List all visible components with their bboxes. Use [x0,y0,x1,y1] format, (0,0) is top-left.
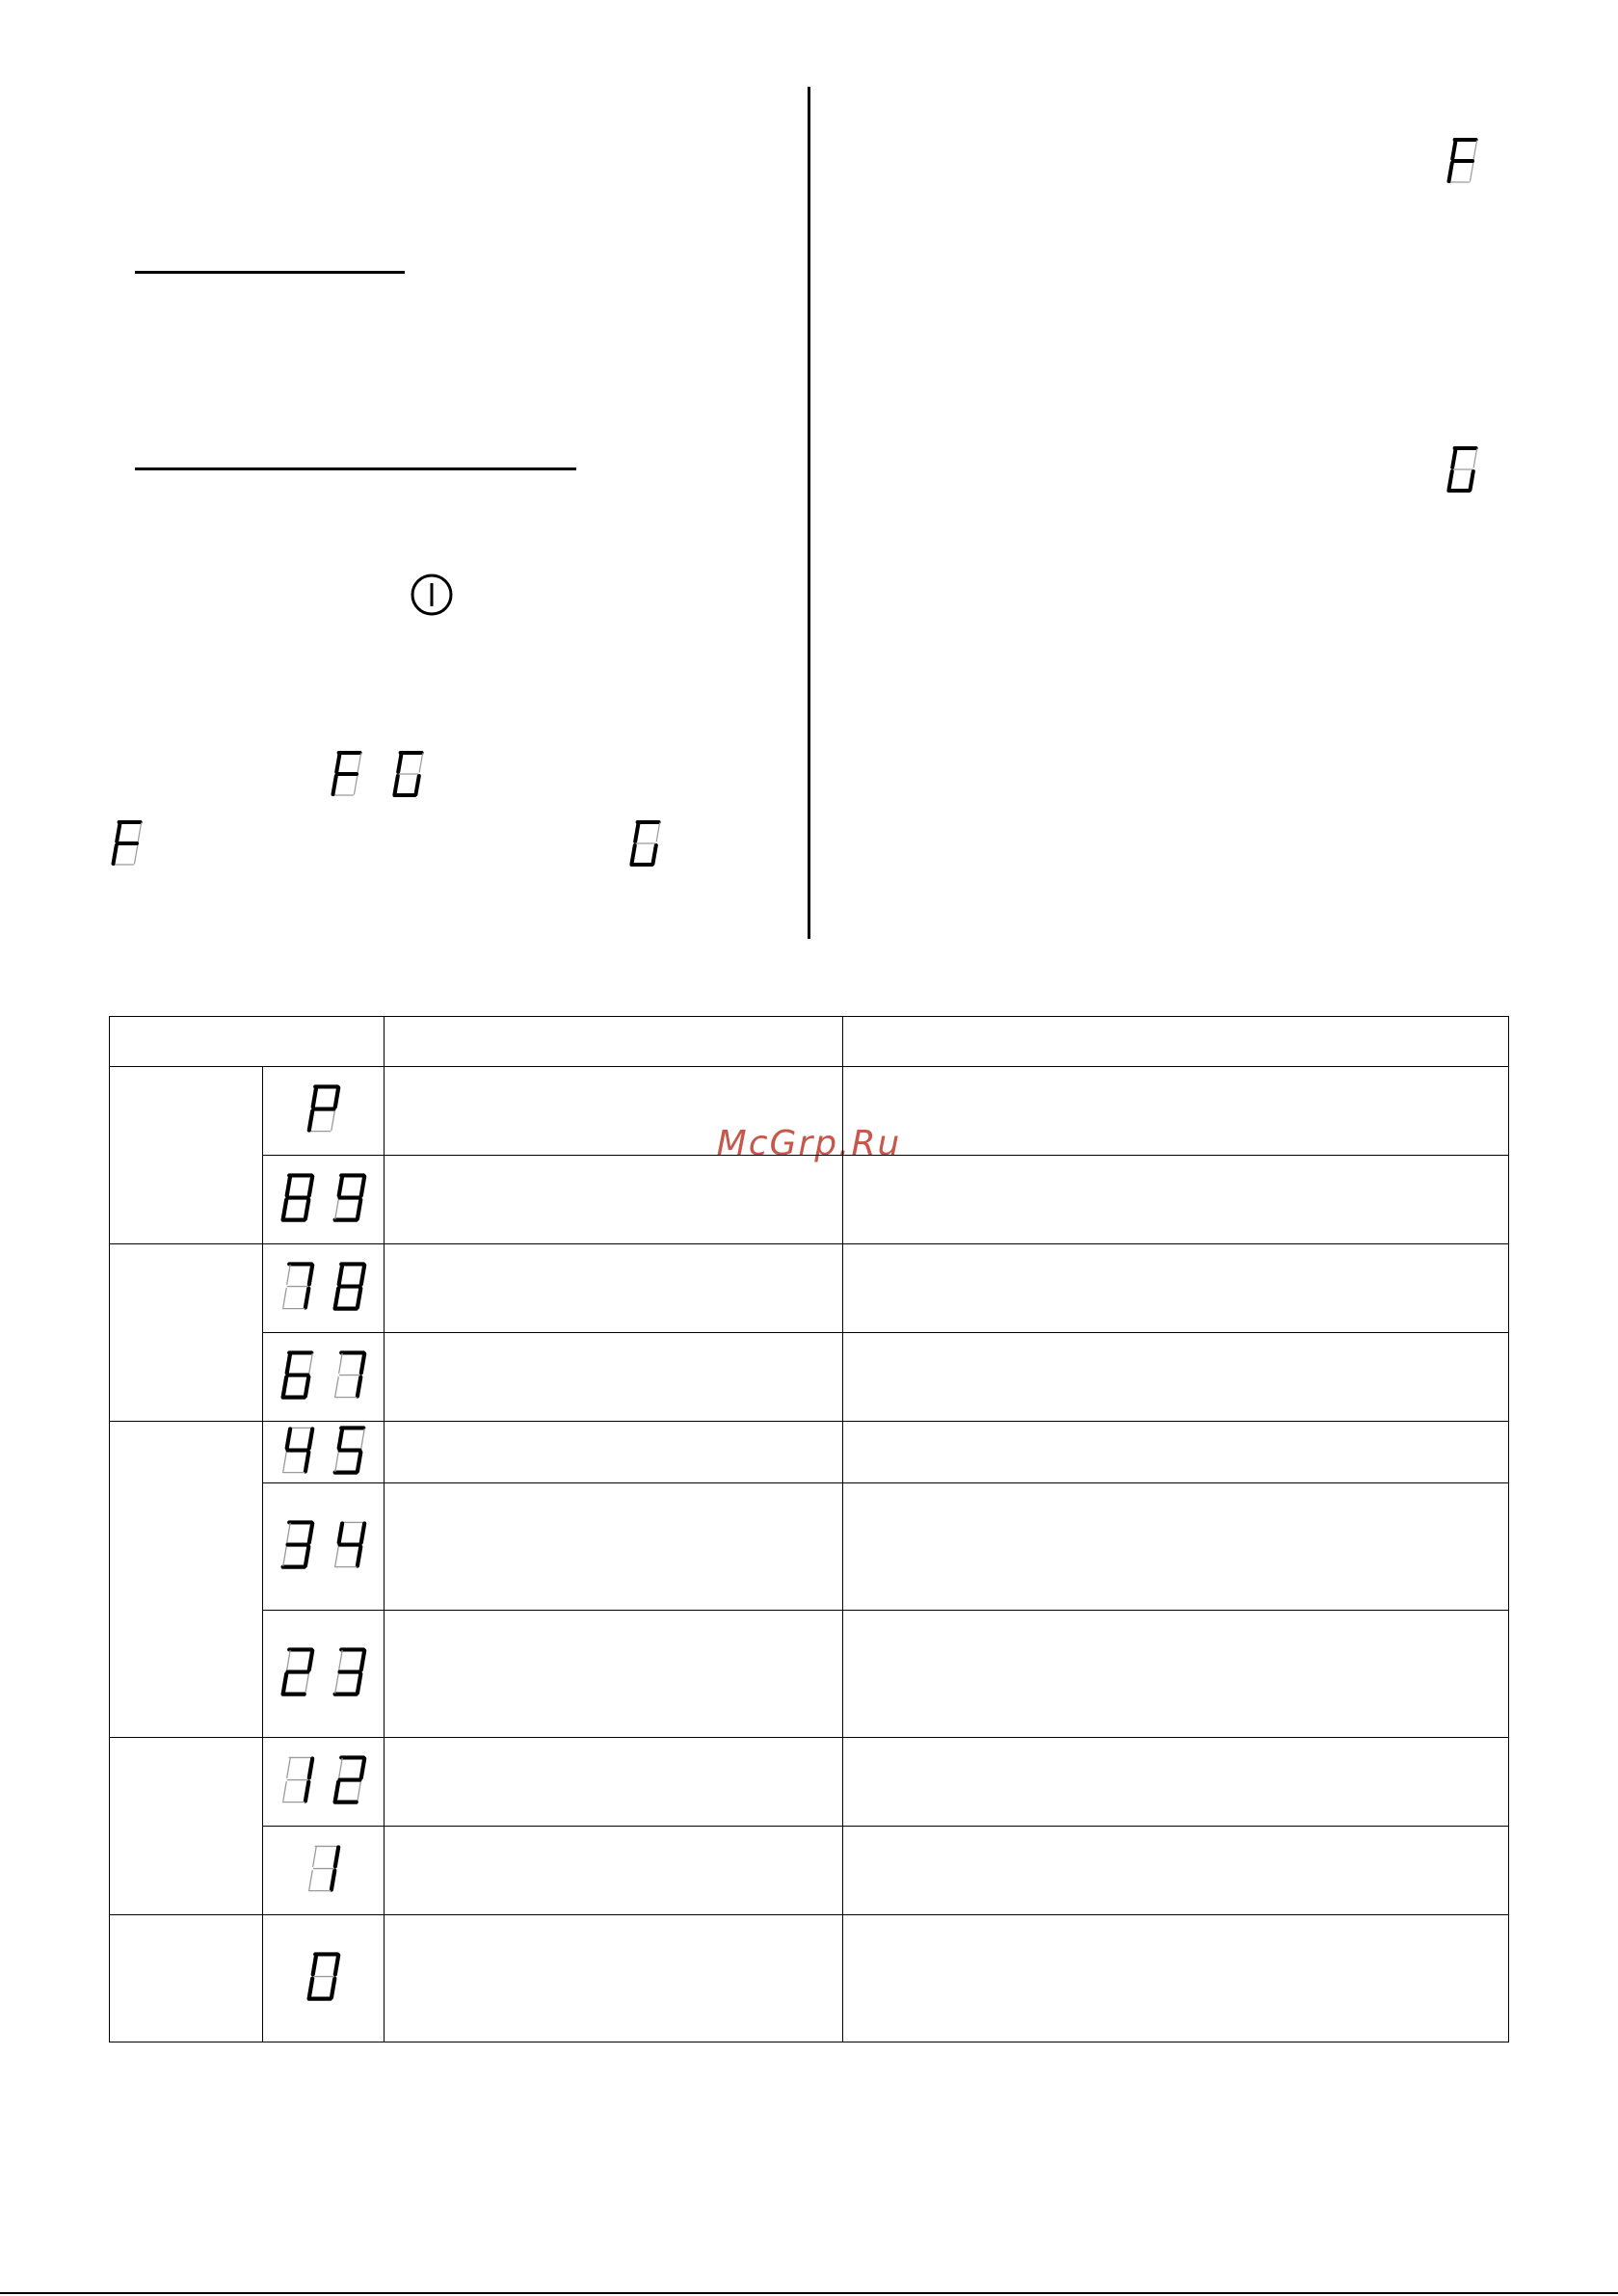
group-cell [110,1915,263,2042]
description-cell [843,1827,1509,1915]
section-heading-underline-1 [135,271,405,274]
function-cell [385,1333,843,1422]
group-cell [110,1738,263,1915]
description-cell [843,1422,1509,1483]
seven-segment-digit [330,1646,370,1701]
seven-segment-digit [278,1261,318,1316]
display-symbol-f-inline [328,750,366,802]
seven-segment-digit [278,1172,318,1227]
table-row [110,1483,1509,1611]
seven-segment-digit [278,1646,318,1701]
power-level-display [263,1738,385,1827]
table-row [110,1422,1509,1483]
power-level-display [263,1067,385,1156]
power-icon [409,572,455,618]
seven-segment-digit [278,1425,318,1480]
display-symbol-f-right [1444,137,1482,189]
seven-segment-digit [278,1349,318,1404]
power-level-display [263,1333,385,1422]
power-level-display [263,1422,385,1483]
description-cell [843,1156,1509,1244]
seven-segment-digit [330,1172,370,1227]
function-cell [385,1738,843,1827]
table-row [110,1738,1509,1827]
table-row [110,1067,1509,1156]
function-cell [385,1915,843,2042]
display-symbol-f-row [108,819,146,871]
table-row [110,1244,1509,1333]
header-cell-function [385,1017,843,1067]
seven-segment-digit [278,1754,318,1809]
page-footer-line [0,2292,1618,2294]
description-cell [843,1333,1509,1422]
power-level-display [263,1156,385,1244]
description-cell [843,1611,1509,1738]
table-row [110,1156,1509,1244]
section-heading-underline-2 [135,467,576,470]
table-row [110,1611,1509,1738]
header-cell-level [110,1017,385,1067]
power-level-table [109,1016,1509,2042]
seven-segment-digit [330,1519,370,1574]
power-level-display [263,1483,385,1611]
seven-segment-digit [304,1951,344,2006]
description-cell [843,1915,1509,2042]
power-level-display [263,1244,385,1333]
table-header-row [110,1017,1509,1067]
function-cell [385,1156,843,1244]
seven-segment-digit [330,1754,370,1809]
header-cell-description [843,1017,1509,1067]
function-cell [385,1483,843,1611]
function-cell [385,1611,843,1738]
seven-segment-digit [304,1083,344,1138]
seven-segment-digit [330,1425,370,1480]
group-cell [110,1422,263,1738]
description-cell [843,1738,1509,1827]
function-cell [385,1422,843,1483]
function-cell [385,1244,843,1333]
group-cell [110,1067,263,1244]
group-cell [110,1244,263,1422]
display-symbol-g-right [1444,445,1482,497]
column-divider [808,87,810,939]
watermark: McGrp.Ru [716,1124,902,1163]
display-symbol-g-row [626,819,665,871]
table-row [110,1333,1509,1422]
description-cell [843,1067,1509,1156]
function-cell [385,1827,843,1915]
power-level-display [263,1611,385,1738]
table-row [110,1915,1509,2042]
seven-segment-digit [304,1843,344,1898]
seven-segment-digit [330,1349,370,1404]
power-level-display [263,1827,385,1915]
power-level-display [263,1915,385,2042]
display-symbol-g-inline [389,750,428,802]
description-cell [843,1483,1509,1611]
description-cell [843,1244,1509,1333]
seven-segment-digit [330,1261,370,1316]
seven-segment-digit [278,1519,318,1574]
function-cell [385,1067,843,1156]
table-row [110,1827,1509,1915]
